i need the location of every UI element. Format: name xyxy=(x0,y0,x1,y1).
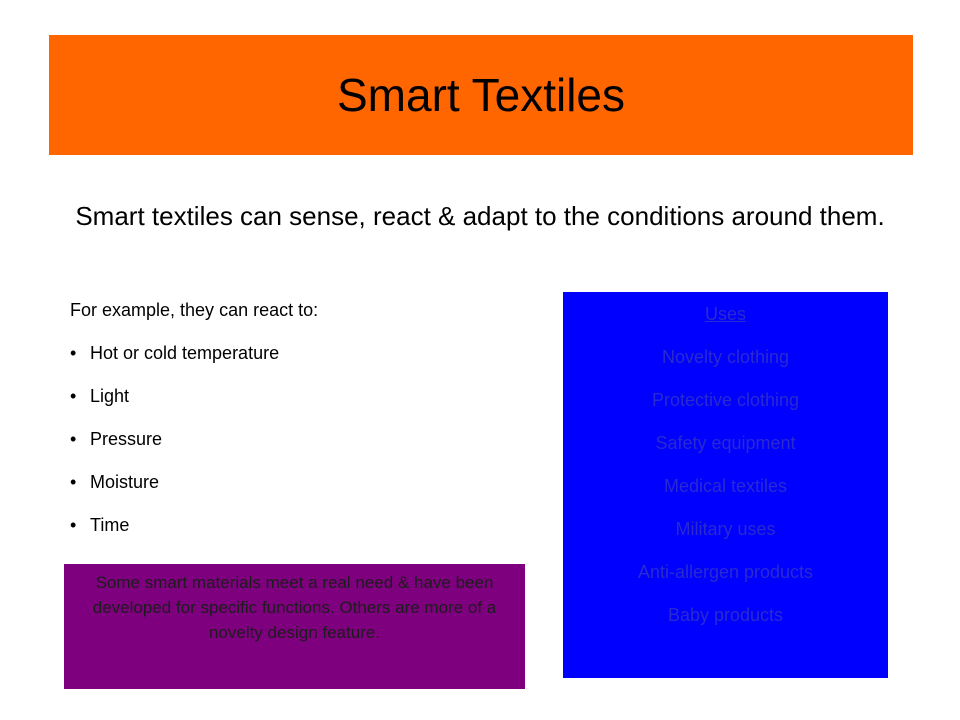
list-item: Medical textiles xyxy=(663,476,788,496)
uses-box xyxy=(563,292,888,678)
uses-list xyxy=(563,345,888,627)
bullet-icon: • xyxy=(70,472,77,492)
list-item: Baby products xyxy=(667,605,784,625)
examples-intro: For example, they can react to: xyxy=(70,300,319,320)
bullet-icon: • xyxy=(70,386,77,406)
uses-heading: Uses xyxy=(704,304,746,324)
list-item: Safety equipment xyxy=(655,433,796,453)
list-item: • Pressure xyxy=(70,429,163,449)
slide-subtitle: Smart textiles can sense, react & adapt to the conditions around them. xyxy=(75,201,885,231)
list-item: • Time xyxy=(70,515,130,535)
list-item: Anti-allergen products xyxy=(637,562,814,582)
examples-list xyxy=(70,341,510,537)
list-item: • Hot or cold temperature xyxy=(70,343,280,363)
list-item: Novelty clothing xyxy=(661,347,790,367)
bullet-icon: • xyxy=(70,343,77,363)
title-banner xyxy=(49,35,913,155)
list-item: • Moisture xyxy=(70,472,160,492)
bullet-icon: • xyxy=(70,515,77,535)
slide-title: Smart Textiles xyxy=(336,69,626,121)
bullet-icon: • xyxy=(70,429,77,449)
examples-section xyxy=(70,298,510,556)
list-item: Military uses xyxy=(675,519,776,539)
list-item: • Light xyxy=(70,386,130,406)
list-item: Protective clothing xyxy=(651,390,800,410)
note-box: Some smart materials meet a real need & have been developed for specific functions. Others are more of a novelty design feature. xyxy=(64,564,525,689)
